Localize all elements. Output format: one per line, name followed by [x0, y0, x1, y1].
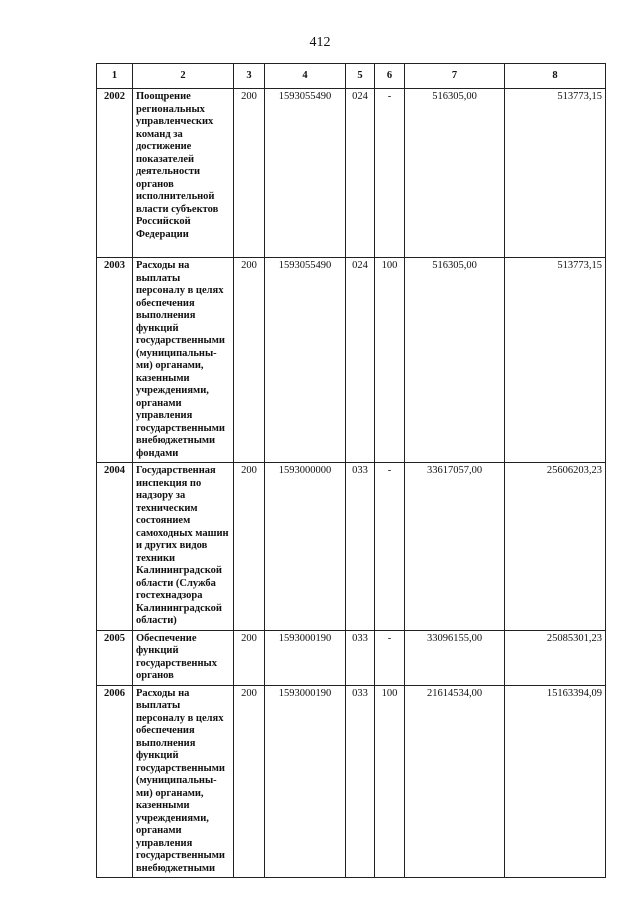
cell-col4: 1593055490: [265, 89, 346, 258]
column-header: 4: [265, 64, 346, 89]
table-row: [97, 258, 606, 463]
cell-col6: -: [375, 630, 405, 685]
cell-col3: 200: [234, 463, 265, 631]
table-row: [97, 685, 606, 878]
cell-col6: -: [375, 89, 405, 258]
column-header: 7: [405, 64, 505, 89]
table-row: [97, 463, 606, 631]
cell-col3: 200: [234, 258, 265, 463]
cell-col7: 21614534,00: [405, 685, 505, 878]
column-header: 6: [375, 64, 405, 89]
row-name: Расходы на выплаты персоналу в целях обеспечения выполнения функций государственными (муниципальны-ми) органами, казенными учреждениями, органами управления государственными внебюджетными: [133, 685, 234, 878]
column-header: 8: [505, 64, 606, 89]
cell-col4: 1593000190: [265, 685, 346, 878]
row-number: 2003: [97, 258, 133, 463]
cell-col8: 25085301,23: [505, 630, 606, 685]
table-row: [97, 89, 606, 258]
cell-col8: 15163394,09: [505, 685, 606, 878]
cell-col7: 516305,00: [405, 258, 505, 463]
cell-col7: 516305,00: [405, 89, 505, 258]
row-number: 2004: [97, 463, 133, 631]
cell-col4: 1593055490: [265, 258, 346, 463]
cell-col5: 033: [346, 630, 375, 685]
cell-col3: 200: [234, 630, 265, 685]
row-name: Поощрение региональных управленческих команд за достижение показателей деятельности органов исполнительной власти субъектов Российской Федерации: [133, 89, 234, 258]
row-name: Расходы на выплаты персоналу в целях обеспечения выполнения функций государственными (муниципальны-ми) органами, казенными учреждениями, органами управления государственными внебюджетными фондами: [133, 258, 234, 463]
cell-col4: 1593000000: [265, 463, 346, 631]
cell-col3: 200: [234, 685, 265, 878]
row-number: 2006: [97, 685, 133, 878]
cell-col5: 024: [346, 89, 375, 258]
budget-table: [96, 63, 606, 878]
cell-col5: 033: [346, 463, 375, 631]
cell-col4: 1593000190: [265, 630, 346, 685]
column-header: 2: [133, 64, 234, 89]
cell-col7: 33617057,00: [405, 463, 505, 631]
row-name: Обеспечение функций государственных органов: [133, 630, 234, 685]
cell-col8: 25606203,23: [505, 463, 606, 631]
row-name: Государственная инспекция по надзору за техническим состоянием самоходных машин и других видов техники Калининградской области (Служба гостехнадзора Калининградской области): [133, 463, 234, 631]
column-header: 1: [97, 64, 133, 89]
table-header-row: [97, 64, 606, 89]
cell-col6: -: [375, 463, 405, 631]
cell-col5: 033: [346, 685, 375, 878]
column-header: 3: [234, 64, 265, 89]
cell-col6: 100: [375, 685, 405, 878]
cell-col7: 33096155,00: [405, 630, 505, 685]
row-number: 2002: [97, 89, 133, 258]
cell-col8: 513773,15: [505, 258, 606, 463]
cell-col5: 024: [346, 258, 375, 463]
page-number: 412: [309, 35, 331, 50]
column-header: 5: [346, 64, 375, 89]
cell-col3: 200: [234, 89, 265, 258]
cell-col8: 513773,15: [505, 89, 606, 258]
table-row: [97, 630, 606, 685]
cell-col6: 100: [375, 258, 405, 463]
row-number: 2005: [97, 630, 133, 685]
